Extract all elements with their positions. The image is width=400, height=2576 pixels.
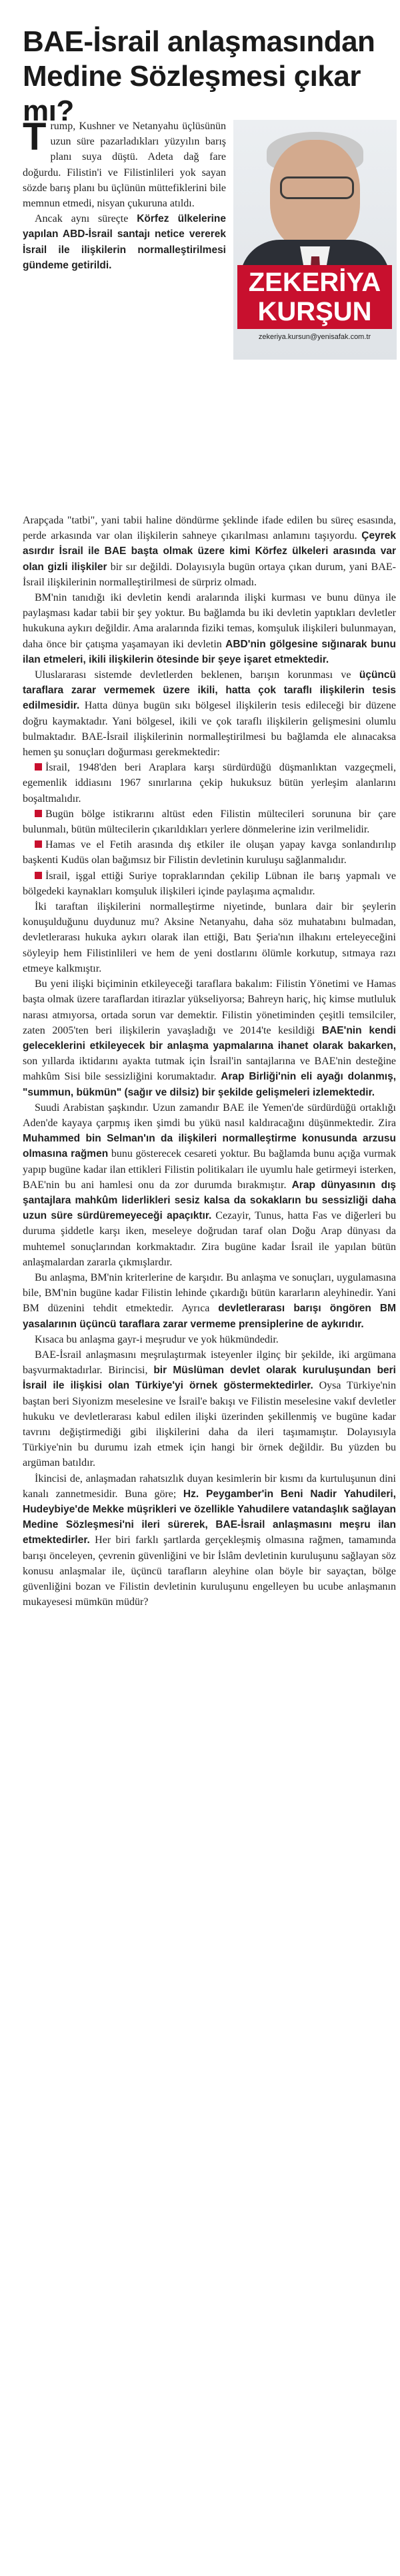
paragraph-3 [23, 667, 396, 760]
author-glasses [280, 176, 354, 199]
bullet-4 [23, 868, 396, 899]
p5-bold2: Arap Birliği'nin eli ayağı dolanmış, "summun, bükmün" (sağır ve dilsiz) bir şekilde gelişmeleri izlemektedir. [23, 1071, 396, 1098]
bullet-marker [35, 872, 42, 879]
p5-pre: Bu yeni ilişki biçiminin etkileyeceği taraflara bakalım: Filistin Yönetimi ve Hamas başta olmak üzere taraflardan itirazlar yükseliyorsa; Bahreyn hariç, hiç kimse mutluluk narası atmıyorsa, ortada sorun var demektir. Filistin yönetiminden çeşitli temsilciler, zaten 2005'ten beri ilişkilerin yavaşladığı ve 2014'te kesildiği [23, 978, 396, 1036]
author-last-name: KURŞUN [257, 297, 372, 326]
bullet-marker [35, 840, 42, 848]
bullet-2 [23, 806, 396, 837]
p6-post: bunu gösterecek cesareti yoktur. Bu bağlamda bunu açığa vurmak yapıp bugüne kadar ilan ettikleri Filistin politikaları ile uyumlu hale getirmeyi isterken, BAE'nin bu ani hamlesi onu da zor durumda bırakmıştır. [23, 1148, 397, 1191]
author-email: zekeriya.kursun@yenisafak.com.tr [258, 333, 371, 341]
bullet-2-text: Bugün bölge istikrarını altüst eden Filistin mültecileri sorununa bir çare bulunmalı, bütün mültecilerin çıkarıldıkları yerlere dönmelerine izin verilmelidir. [23, 808, 396, 836]
p1b-post: bir sır değildi. Dolayısıyla bugün ortaya çıkan durum, yani BAE-İsrail ilişkilerinin normalleştirilmesi de sürpriz olmadı. [23, 561, 397, 588]
p3-pre: Uluslararası sistemde devletlerden beklenen, barışın korunması ve [35, 669, 359, 681]
paragraph-1 [23, 211, 226, 273]
p1-bold: Körfez ülkelerine yapılan ABD-İsrail santajı netice vererek İsrail ile ilişkilerin normalleştirilmesi gündeme getirildi. [23, 213, 227, 271]
p2-pre: BM'nin tanıdığı iki devletin kendi aralarında ilişki kurması ve bunu dünya ile paylaşması kadar tabii bir şey yoktur. Bu bağlamda bu iki devletin yaptıkları devletler hukukuna aykırı değildir. Ama aralarında fiziki temas, komşuluk ilişkileri bulunmayan, daha önce bir çatışma yaşamayan iki devletin [23, 592, 396, 650]
bullet-marker [35, 763, 42, 771]
p3-post: Hatta dünya bugün sıkı bölgesel ilişkilerin tesis edileceği bir düzene doğru kaymaktadır. Yani bölgesel, ikili ve çok taraflı ilişkilerin gelişmesini olumlu bulmaktadır. BAE-İsrail ilişkilerinin normalleştirilmesi bu bağlamda ele alınacaksa hemen şu sonuçları doğurması gerekmektedir: [23, 700, 396, 759]
author-photo [233, 120, 397, 360]
intro-text: rump, Kushner ve Netanyahu üçlüsünün uzun süre pazarladıkları yüzyılın barış planı suya düştü. Adeta dağ fare doğurdu. Filistin'i ve Filistinlileri yok sayan sözde barış planı bu üçlünün müttefiklerini bile memnun etmedi, nisyan çukuruna atıldı. [23, 121, 226, 210]
p6-post2: Cezayir, Tunus, hatta Fas ve diğerleri bu duruma şiddetle karşı iken, meseleye doğrudan taraf olan Doğu Arap dünyası da muhtemel sonuçlarından korkmaktadır. Zira bugüne kadar İsrail ile yapılan bütün anlaşmalardan zararla çıkmışlardır. [23, 1210, 397, 1268]
p1b-bold: Çeyrek asırdır İsrail ile BAE başta olmak üzere kimi Körfez ülkeleri arasında var olan gizli ilişkiler [23, 530, 396, 573]
p2-bold: ABD'nin gölgesine sığınarak bunu ilan etmeleri, ikili ilişkilerin ötesinde bir şeye işaret etmektedir. [23, 638, 396, 665]
drop-cap: T [23, 115, 47, 159]
paragraph-10 [23, 1471, 396, 1610]
bullet-4-text: İsrail, işgal ettiği Suriye topraklarından çekilip Lübnan ile barış yapmalı ve bölgedeki kaynakları komşuluk ilişkileri içinde paylaşıma açmalıdır. [23, 870, 396, 897]
p1-post: Arapçada "tatbi", yani tabii haline döndürme şeklinde ifade edilen bu süreç esasında, perde arkasında var olan ilişkilerin sahneye çıkarılması anlamını taşıyordu. [23, 515, 396, 542]
intro-paragraph [23, 115, 226, 211]
p3-bold: üçüncü taraflara zarar vermemek üzere ikili, hatta çok taraflı ilişkilerin tesis edilmesidir. [23, 669, 396, 712]
p5-post: son yıllarda iktidarını ayakta tutmak için İsrail'in santajlarına ve BAE'nin desteğine mahkûm Sisi bile sessizliğini korumaktadır. [23, 1056, 396, 1083]
paragraph-8: Kısaca bu anlaşma gayr-i meşrudur ve yok hükmündedir. [35, 1333, 279, 1345]
body-block [23, 513, 396, 1610]
p9-pre: BAE-İsrail anlaşmasını meşrulaştırmak isteyenler ilginç bir şekilde, iki argümana başvurmaktadırlar. Birincisi, [23, 1349, 396, 1377]
p5-bold: BAE'nin kendi geleceklerini etkileyecek bir anlaşma yapmalarına ihanet olarak bakarken, [23, 1024, 396, 1052]
paragraph-6 [23, 1100, 396, 1270]
p10-bold: Hz. Peygamber'in Beni Nadir Yahudileri, Hudeybiye'de Mekke müşrikleri ve özellikle Yahudilere vatandaşlık sağlayan Medine Sözleşmesi'ni ileri sürerek, BAE-İsrail anlaşmasını meşru ilan etmektedirler. [23, 1488, 396, 1546]
p6-bold: Muhammed bin Selman'ın da ilişkileri normalleştirme konusunda arzusu olmasına rağmen [23, 1133, 396, 1160]
paragraph-2 [23, 590, 396, 667]
bullet-1 [23, 760, 396, 806]
p6-bold2: Arap dünyasının dış şantajlara mahkûm liderlikleri sesiz kalsa da sokakların bu sessizliği daha uzun süre sürdüremeyeceği apaçıktır. [23, 1179, 396, 1222]
bullet-marker [35, 810, 42, 817]
bullet-3-text: Hamas ve el Fetih arasında dış etkiler ile oluşan yapay kavga sonlandırılıp başkenti Kudüs olan bağımsız bir Filistin devletinin kuruluşu sağlanmalıdır. [23, 839, 396, 866]
paragraph-5 [23, 976, 396, 1100]
bullet-3 [23, 837, 396, 868]
paragraph-1-cont [23, 513, 396, 590]
p10-post: Her biri farklı şartlarda gerçekleşmiş olmasına rağmen, tamamında barışı önceleyen, çevrenin güvenliğini ve bir İslâm devletinin kuruluşunu sağlayan söz konusu anlaşmalar ile, üçüncü tarafların aleyhine olan böyle bir sayaçtan, bölge güvenliğini bozan ve Filistin devletinin kuruluşunu engelleyen bu ucube anlaşmanın mukayesesi mümkün müdür? [23, 1534, 396, 1608]
p7-bold: devletlerarası barışı öngören BM yasalarının üçüncü taraflara zarar vermeme prensiplerine de aykırıdır. [23, 1303, 397, 1330]
paragraph-7 [23, 1270, 396, 1332]
p6-pre: Suudi Arabistan şaşkındır. Uzun zamandır BAE ile Yemen'de sürdürdüğü ortaklığı Aden'de kayaya çarpmış iken şimdi bu yükü nasıl kaldıracağını düşünmektedir. Zira [23, 1102, 396, 1129]
author-first-name: ZEKERİYA [248, 268, 381, 297]
p1-pre: Ancak aynı süreçte [35, 213, 137, 225]
bullet-1-text: İsrail, 1948'den beri Araplara karşı sürdürdüğü düşmanlıktan vazgeçmeli, egemenlik iddiasını 1967 sınırlarına çekip hukuksuz bütün yerleşim alanlarını boşaltmalıdır. [23, 762, 396, 805]
p7-pre: Bu anlaşma, BM'nin kriterlerine de karşıdır. Bu anlaşma ve sonuçları, uygulamasına bile, BM'nin bugüne kadar Filistin lehinde çıkardığı bütün kararların aleyhinedir. Yani BM düzenini tehdit etmektedir. Ayrıca [23, 1271, 396, 1315]
paragraph-9 [23, 1347, 396, 1471]
p9-post: Oysa Türkiye'nin baştan beri Siyonizm meselesine ve İsrail'e bakışı ve Filistin meselesine vakıf devletler hukuku ve devletlerarası kabul edilen ilişki üzerinden şekillenmiş ve bugüne kadar tavrını değiştirmediği gibi ilişkilerini daha da ileri taşımamıştır. Dolayısıyla Türkiye'nin bu durumu izah etmek için hangi bir örnek değildir. Bu yüzden bu argüman batıldır. [23, 1380, 396, 1469]
p10-pre: İkincisi de, anlaşmadan rahatsızlık duyan kesimlerin bir kısmı da kurtuluşunun dini kanalı zannetmesidir. Buna göre; [23, 1472, 396, 1500]
author-name-badge [237, 265, 392, 329]
intro-block [23, 115, 227, 273]
headline: BAE-İsrail anlaşmasından Medine Sözleşmesi çıkar mı? [23, 25, 375, 128]
p9-bold: bir Müslüman devlet olarak kuruluşundan beri İsrail ile ilişkisi olan Türkiye'yi örnek göstermektedirler. [23, 1365, 396, 1392]
paragraph-4: İki taraftan ilişkilerini normalleştirme niyetinde, bunlara dair bir şeylerin konuşulduğunu duydunuz mu? Aksine Netanyahu, daha söz muhatabını bulmadan, devletlerarası hukuka aykırı olarak ilan ettiği, Batı Şeria'nın ilhakını erteleyeceğini söyleyip hem Filistinlileri ve hem de yeni dostlarını ölümle korkutup, sıtmaya razı etmeye kalkmıştır. [23, 901, 396, 974]
